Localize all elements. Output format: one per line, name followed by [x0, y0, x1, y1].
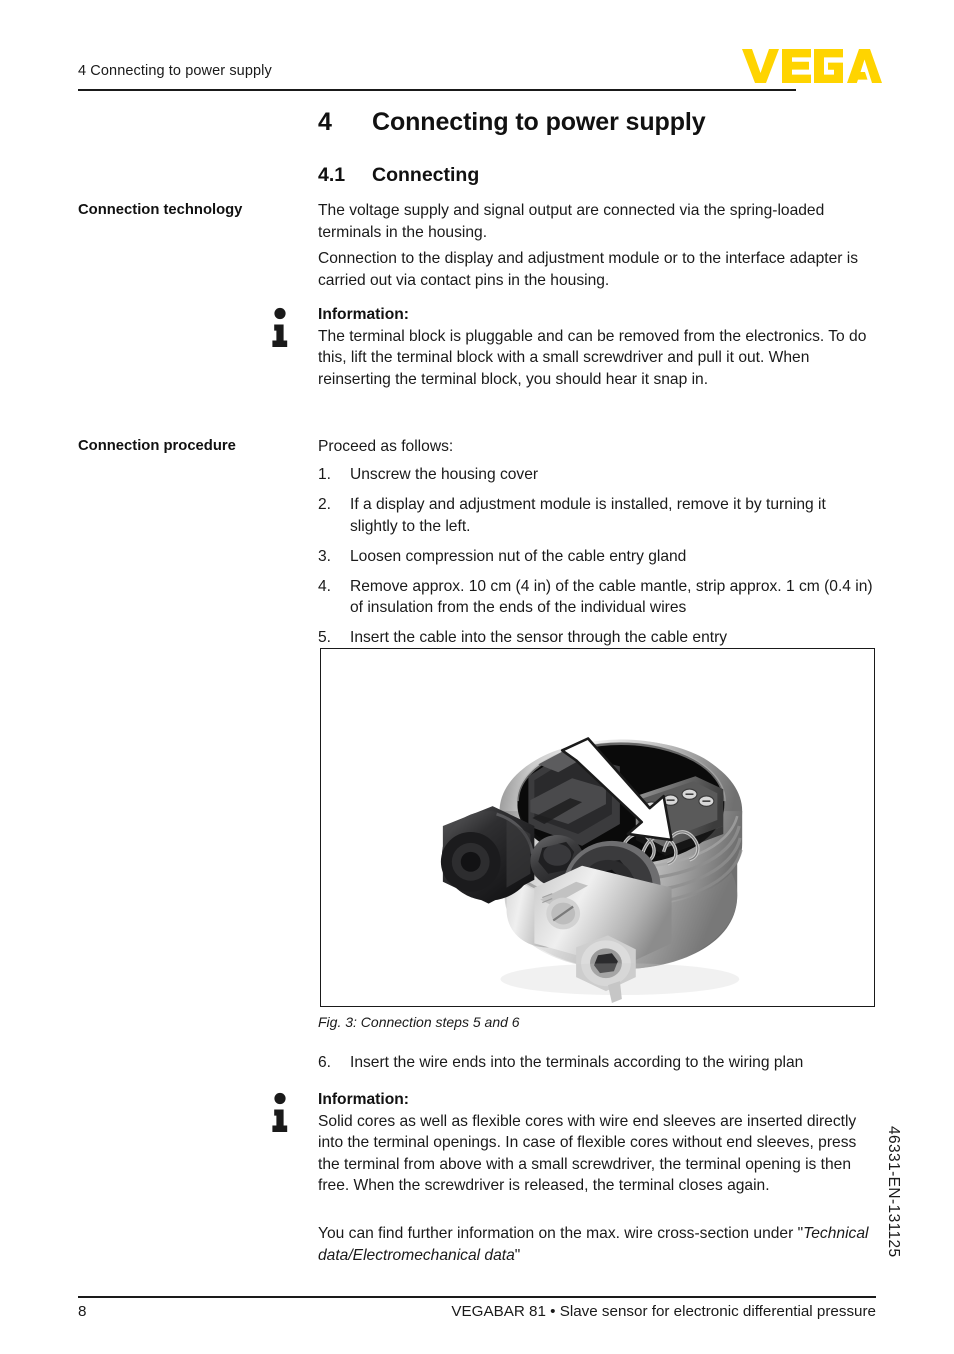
paragraph-connection-technology-2	[318, 248, 876, 291]
information-note-text: The terminal block is pluggable and can be removed from the electronics. To do this, lift the terminal block with a small screwdriver and pull it out. When reinserting the terminal block, you should hear it snap in.	[318, 327, 867, 388]
list-item-text: Insert the cable into the sensor through the cable entry	[350, 629, 728, 646]
information-icon	[270, 307, 296, 351]
paragraph-further-information	[318, 1223, 876, 1266]
figure-image	[320, 648, 875, 1007]
figure-caption: Fig. 3: Connection steps 5 and 6	[318, 1014, 520, 1030]
page-title	[318, 107, 706, 137]
paragraph-proceed-as-follows	[318, 436, 876, 458]
page-header	[78, 62, 796, 96]
page-title-text: Connecting to power supply	[372, 108, 706, 136]
document-code: 46331-EN-131125	[885, 1126, 902, 1258]
paragraph-text: Connection to the display and adjustment module or to the interface adapter is carried out via contact pins in the housing.	[318, 250, 859, 289]
paragraph-text: The voltage supply and signal output are connected via the spring-loaded terminals in the housing.	[318, 202, 825, 241]
list-item-text: Loosen compression nut of the cable entry gland	[350, 547, 687, 565]
information-note-2	[270, 1089, 876, 1197]
closing-lead: You can find further information on the max. wire cross-section under "	[318, 1225, 804, 1242]
paragraph-text: Proceed as follows:	[318, 438, 454, 455]
section-heading	[318, 163, 479, 187]
list-item-text: Unscrew the housing cover	[350, 466, 539, 483]
information-note-text: Solid cores as well as flexible cores with wire end sleeves are inserted directly into the terminal openings. In case of flexible cores without end sleeves, press the terminal from above with a small screwdriver, the terminal opening is then free. When the screwdriver is released, the terminal closes again.	[318, 1112, 857, 1194]
list-item-number: 4.	[318, 577, 332, 595]
marginal-note-connection-procedure: Connection procedure	[78, 438, 236, 454]
information-note-1	[270, 304, 876, 390]
header-rule	[78, 89, 796, 91]
list-item	[318, 494, 876, 537]
list-item-number: 1.	[318, 466, 332, 483]
list-item	[318, 464, 876, 486]
footer-page-number: 8	[78, 1303, 87, 1320]
information-note-title: Information:	[318, 1091, 409, 1108]
connection-step-6	[318, 1052, 876, 1074]
information-note-body	[318, 304, 876, 390]
list-item-number: 5.	[318, 629, 332, 646]
section-heading-number: 4.1	[318, 164, 346, 186]
list-item-number: 2.	[318, 496, 332, 513]
marginal-note-connection-technology: Connection technology	[78, 202, 243, 218]
closing-italic-reference: Technical data/Electromechanical data	[318, 1225, 869, 1264]
paragraph-text	[318, 1223, 876, 1266]
running-head: 4 Connecting to power supply	[78, 63, 272, 79]
page-title-number: 4	[318, 108, 332, 136]
information-note-body	[318, 1089, 876, 1197]
list-item	[318, 627, 876, 649]
closing-trail: "	[514, 1246, 521, 1264]
paragraph-connection-technology-1	[318, 200, 876, 243]
vega-logo	[742, 49, 882, 83]
list-item-text: Remove approx. 10 cm (4 in) of the cable mantle, strip approx. 1 cm (0.4 in) of insulation from the ends of the individual wires	[350, 577, 873, 616]
list-item-number: 3.	[318, 547, 332, 565]
list-item-text: Insert the wire ends into the terminals according to the wiring plan	[350, 1054, 804, 1071]
information-icon	[270, 1092, 296, 1136]
section-heading-text: Connecting	[372, 164, 480, 186]
footer-document-title: VEGABAR 81 • Slave sensor for electronic differential pressure	[451, 1303, 876, 1320]
list-item-number: 6.	[318, 1054, 332, 1071]
list-item	[318, 576, 876, 619]
footer-rule	[78, 1296, 876, 1298]
information-note-title: Information:	[318, 306, 409, 323]
list-item-text: If a display and adjustment module is installed, remove it by turning it slightly to the left.	[350, 496, 826, 535]
list-item	[318, 546, 876, 568]
list-item	[318, 1052, 876, 1074]
connection-steps-list	[318, 464, 876, 657]
